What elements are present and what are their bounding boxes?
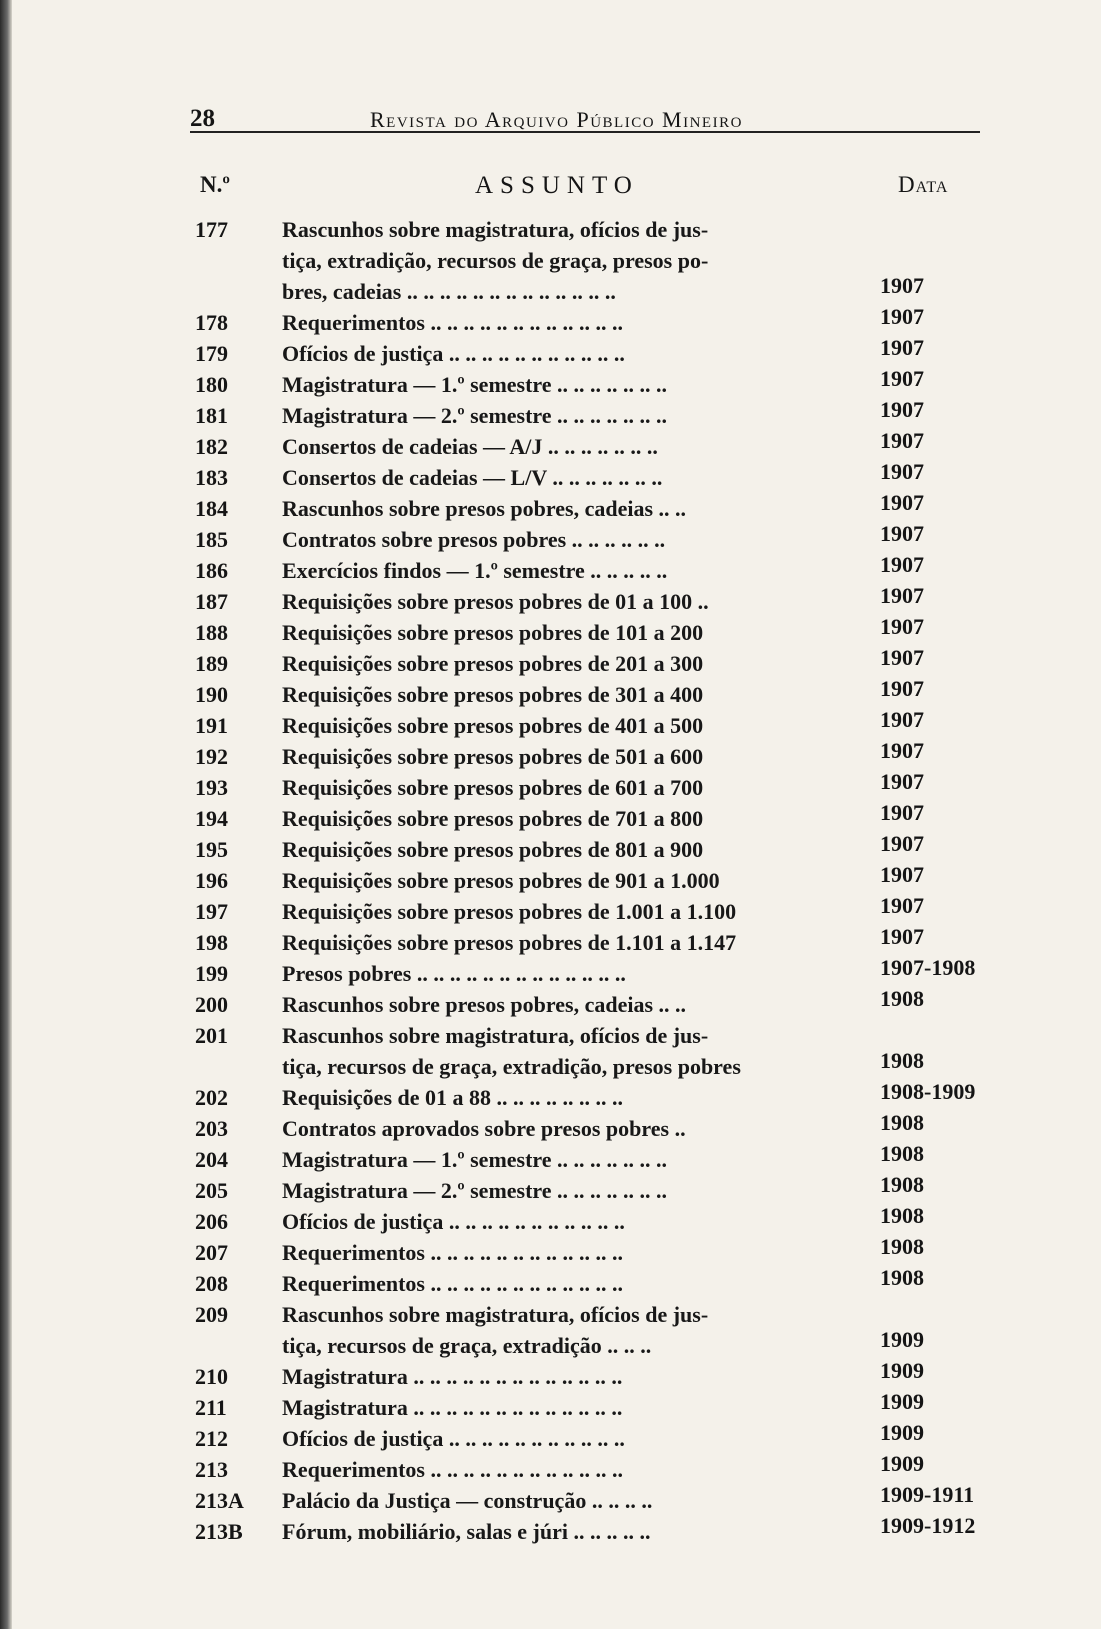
entry-subject-line: Requisições sobre presos pobres de 901 a 1.000 [282, 868, 720, 893]
entry-number: 205 [195, 1178, 228, 1203]
entry-subject [282, 400, 837, 431]
entry-subject-line: tiça, recursos de graça, extradição, presos pobres [282, 1054, 741, 1079]
entry-date: 1909 [880, 1358, 924, 1383]
entry-date: 1907 [880, 738, 924, 763]
entry-date: 1909-1911 [880, 1482, 975, 1507]
entry-date: 1908 [880, 1265, 924, 1290]
entry-number: 191 [195, 713, 228, 738]
entry-subject-line: bres, cadeias .. .. .. .. .. .. .. .. .. .. .. .. .. [282, 279, 616, 304]
entry-subject [282, 493, 837, 524]
entry-number: 190 [195, 682, 228, 707]
entry-number: 204 [195, 1147, 228, 1172]
entry-subject-line: tiça, recursos de graça, extradição .. .. .. [282, 1333, 652, 1358]
entry-subject-line: Magistratura .. .. .. .. .. .. .. .. .. .. .. .. .. [282, 1395, 623, 1420]
entry-subject-line: Requisições sobre presos pobres de 501 a 600 [282, 744, 704, 769]
entry-subject [282, 586, 837, 617]
column-header-number: N.º [200, 172, 230, 197]
entry-date: 1907 [880, 645, 924, 670]
entry-subject [282, 431, 837, 462]
entry-date: 1909 [880, 1389, 924, 1414]
entry-number: 210 [195, 1364, 228, 1389]
entry-number: 182 [195, 434, 228, 459]
entry-subject [282, 741, 837, 772]
entry-date: 1908 [880, 1110, 924, 1135]
entry-number: 183 [195, 465, 228, 490]
entry-subject-line: Requisições sobre presos pobres de 401 a 500 [282, 713, 704, 738]
entry-subject [282, 710, 837, 741]
entry-subject-line: Ofícios de justiça .. .. .. .. .. .. .. .. .. .. .. [282, 1426, 625, 1451]
entry-date: 1908 [880, 1172, 924, 1197]
entry-date: 1907 [880, 428, 924, 453]
entry-date: 1907 [880, 769, 924, 794]
entry-date: 1909 [880, 1420, 924, 1445]
entry-date: 1907 [880, 335, 924, 360]
entry-date: 1908-1909 [880, 1079, 976, 1104]
entry-number: 194 [195, 806, 228, 831]
entry-subject [282, 834, 837, 865]
entry-number: 206 [195, 1209, 228, 1234]
entry-subject-line: Fórum, mobiliário, salas e júri .. .. .. .. .. [282, 1519, 651, 1544]
entry-subject-line: Exercícios findos — 1.º semestre .. .. .. .. .. [282, 558, 668, 583]
entry-number: 192 [195, 744, 228, 769]
entry-date: 1907 [880, 614, 924, 639]
entry-subject-line: Palácio da Justiça — construção .. .. .. .. [282, 1488, 653, 1513]
entry-subject [282, 1175, 837, 1206]
entry-subject-line: Requisições sobre presos pobres de 701 a 800 [282, 806, 704, 831]
entry-subject [282, 1082, 837, 1113]
entry-subject [282, 927, 837, 958]
entry-subject-line: Ofícios de justiça .. .. .. .. .. .. .. .. .. .. .. [282, 1209, 625, 1234]
entry-subject-line: Ofícios de justiça .. .. .. .. .. .. .. .. .. .. .. [282, 341, 625, 366]
entry-date: 1908 [880, 986, 924, 1011]
entry-date: 1907 [880, 676, 924, 701]
entry-date: 1907 [880, 800, 924, 825]
entry-number: 213B [195, 1519, 243, 1544]
entry-subject [282, 1423, 837, 1454]
entry-number: 197 [195, 899, 228, 924]
entry-subject [282, 1454, 837, 1485]
entry-number: 212 [195, 1426, 228, 1451]
entry-date: 1907-1908 [880, 955, 976, 980]
entry-date: 1908 [880, 1141, 924, 1166]
entry-number: 184 [195, 496, 228, 521]
entry-subject [282, 1299, 837, 1361]
entry-number: 186 [195, 558, 228, 583]
entry-subject-line: Requisições sobre presos pobres de 101 a 200 [282, 620, 704, 645]
entry-subject-line: Requisições sobre presos pobres de 801 a 900 [282, 837, 704, 862]
entry-subject-line: Magistratura — 1.º semestre .. .. .. .. .. .. .. [282, 1147, 668, 1172]
entry-number: 208 [195, 1271, 228, 1296]
entry-subject [282, 1144, 837, 1175]
entry-subject [282, 648, 837, 679]
entry-date: 1907 [880, 924, 924, 949]
entry-subject-line: Requisições sobre presos pobres de 1.101 a 1.147 [282, 930, 737, 955]
entry-subject-line: Magistratura — 2.º semestre .. .. .. .. .. .. .. [282, 1178, 668, 1203]
entry-date: 1907 [880, 273, 924, 298]
entry-subject [282, 338, 837, 369]
entry-subject [282, 369, 837, 400]
entry-number: 185 [195, 527, 228, 552]
entry-number: 201 [195, 1023, 228, 1048]
entry-number: 203 [195, 1116, 228, 1141]
entry-subject [282, 307, 837, 338]
entry-subject [282, 1237, 837, 1268]
entry-number: 187 [195, 589, 228, 614]
entry-subject [282, 679, 837, 710]
entry-date: 1907 [880, 304, 924, 329]
entry-subject-line: Requerimentos .. .. .. .. .. .. .. .. .. .. .. .. [282, 1271, 623, 1296]
entry-subject [282, 555, 837, 586]
entry-number: 181 [195, 403, 228, 428]
entry-number: 177 [195, 217, 228, 242]
entry-number: 179 [195, 341, 228, 366]
entry-subject-line: tiça, extradição, recursos de graça, presos po- [282, 248, 709, 273]
entry-subject-line: Rascunhos sobre magistratura, ofícios de jus- [282, 1302, 709, 1327]
entry-subject [282, 896, 837, 927]
entry-subject [282, 865, 837, 896]
entry-subject-line: Requisições sobre presos pobres de 01 a 100 .. [282, 589, 709, 614]
entry-subject-line: Consertos de cadeias — L/V .. .. .. .. .. .. .. [282, 465, 663, 490]
entry-date: 1907 [880, 366, 924, 391]
entry-number: 180 [195, 372, 228, 397]
running-title: Revista do Arquivo Público Mineiro [370, 107, 743, 132]
entry-subject [282, 1392, 837, 1423]
entry-number: 213A [195, 1488, 244, 1513]
entry-number: 196 [195, 868, 228, 893]
entry-date: 1907 [880, 459, 924, 484]
entry-subject-line: Contratos sobre presos pobres .. .. .. .. .. .. [282, 527, 666, 552]
entry-subject [282, 1361, 837, 1392]
entry-number: 198 [195, 930, 228, 955]
entry-date: 1907 [880, 862, 924, 887]
entry-subject-line: Requerimentos .. .. .. .. .. .. .. .. .. .. .. .. [282, 1240, 623, 1265]
page-number: 28 [190, 105, 215, 132]
entry-number: 195 [195, 837, 228, 862]
entry-subject [282, 524, 837, 555]
entry-subject-line: Requerimentos .. .. .. .. .. .. .. .. .. .. .. .. [282, 310, 623, 335]
entry-subject-line: Rascunhos sobre magistratura, ofícios de jus- [282, 1023, 709, 1048]
entry-number: 211 [195, 1395, 227, 1420]
column-header-subject: ASSUNTO [475, 172, 639, 199]
entry-date: 1908 [880, 1048, 924, 1073]
entry-date: 1907 [880, 831, 924, 856]
entry-date: 1907 [880, 707, 924, 732]
entry-date: 1909-1912 [880, 1513, 976, 1538]
entry-subject [282, 462, 837, 493]
entry-number: 200 [195, 992, 228, 1017]
entry-subject-line: Requisições sobre presos pobres de 1.001 a 1.100 [282, 899, 737, 924]
entry-number: 199 [195, 961, 228, 986]
entry-subject [282, 1020, 837, 1082]
entry-subject-line: Contratos aprovados sobre presos pobres .. [282, 1116, 686, 1141]
entry-subject [282, 1113, 837, 1144]
entry-subject-line: Requisições sobre presos pobres de 201 a 300 [282, 651, 704, 676]
entry-subject-line: Rascunhos sobre magistratura, ofícios de jus- [282, 217, 709, 242]
entry-number: 207 [195, 1240, 228, 1265]
entry-subject [282, 1516, 837, 1547]
entry-number: 189 [195, 651, 228, 676]
entry-subject-line: Requisições de 01 a 88 .. .. .. .. .. .. .. .. [282, 1085, 623, 1110]
entry-subject [282, 803, 837, 834]
entry-subject-line: Rascunhos sobre presos pobres, cadeias .. .. [282, 992, 687, 1017]
entry-subject-line: Requisições sobre presos pobres de 301 a 400 [282, 682, 704, 707]
entry-subject [282, 989, 837, 1020]
entry-subject [282, 772, 837, 803]
entry-subject [282, 958, 837, 989]
entry-subject-line: Presos pobres .. .. .. .. .. .. .. .. .. .. .. .. .. [282, 961, 626, 986]
entry-number: 202 [195, 1085, 228, 1110]
entry-date: 1907 [880, 552, 924, 577]
entry-number: 188 [195, 620, 228, 645]
entry-subject-line: Rascunhos sobre presos pobres, cadeias .. .. [282, 496, 687, 521]
entry-date: 1909 [880, 1451, 924, 1476]
entry-number: 213 [195, 1457, 228, 1482]
entry-subject [282, 617, 837, 648]
entry-subject [282, 214, 837, 307]
entry-date: 1907 [880, 397, 924, 422]
entry-subject-line: Magistratura — 1.º semestre .. .. .. .. .. .. .. [282, 372, 668, 397]
entry-number: 209 [195, 1302, 228, 1327]
entry-subject [282, 1268, 837, 1299]
entry-date: 1907 [880, 521, 924, 546]
entry-subject-line: Requisições sobre presos pobres de 601 a 700 [282, 775, 704, 800]
entry-number: 193 [195, 775, 228, 800]
entry-subject-line: Magistratura — 2.º semestre .. .. .. .. .. .. .. [282, 403, 668, 428]
entry-date: 1907 [880, 893, 924, 918]
entry-subject [282, 1485, 837, 1516]
entry-date: 1908 [880, 1203, 924, 1228]
entry-subject-line: Requerimentos .. .. .. .. .. .. .. .. .. .. .. .. [282, 1457, 623, 1482]
entry-subject-line: Consertos de cadeias — A/J .. .. .. .. .. .. .. [282, 434, 658, 459]
entry-date: 1907 [880, 583, 924, 608]
entry-number: 178 [195, 310, 228, 335]
entry-date: 1907 [880, 490, 924, 515]
entry-date: 1909 [880, 1327, 924, 1352]
column-header-date: Data [898, 172, 949, 197]
entry-date: 1908 [880, 1234, 924, 1259]
entry-subject [282, 1206, 837, 1237]
entry-subject-line: Magistratura .. .. .. .. .. .. .. .. .. .. .. .. .. [282, 1364, 623, 1389]
